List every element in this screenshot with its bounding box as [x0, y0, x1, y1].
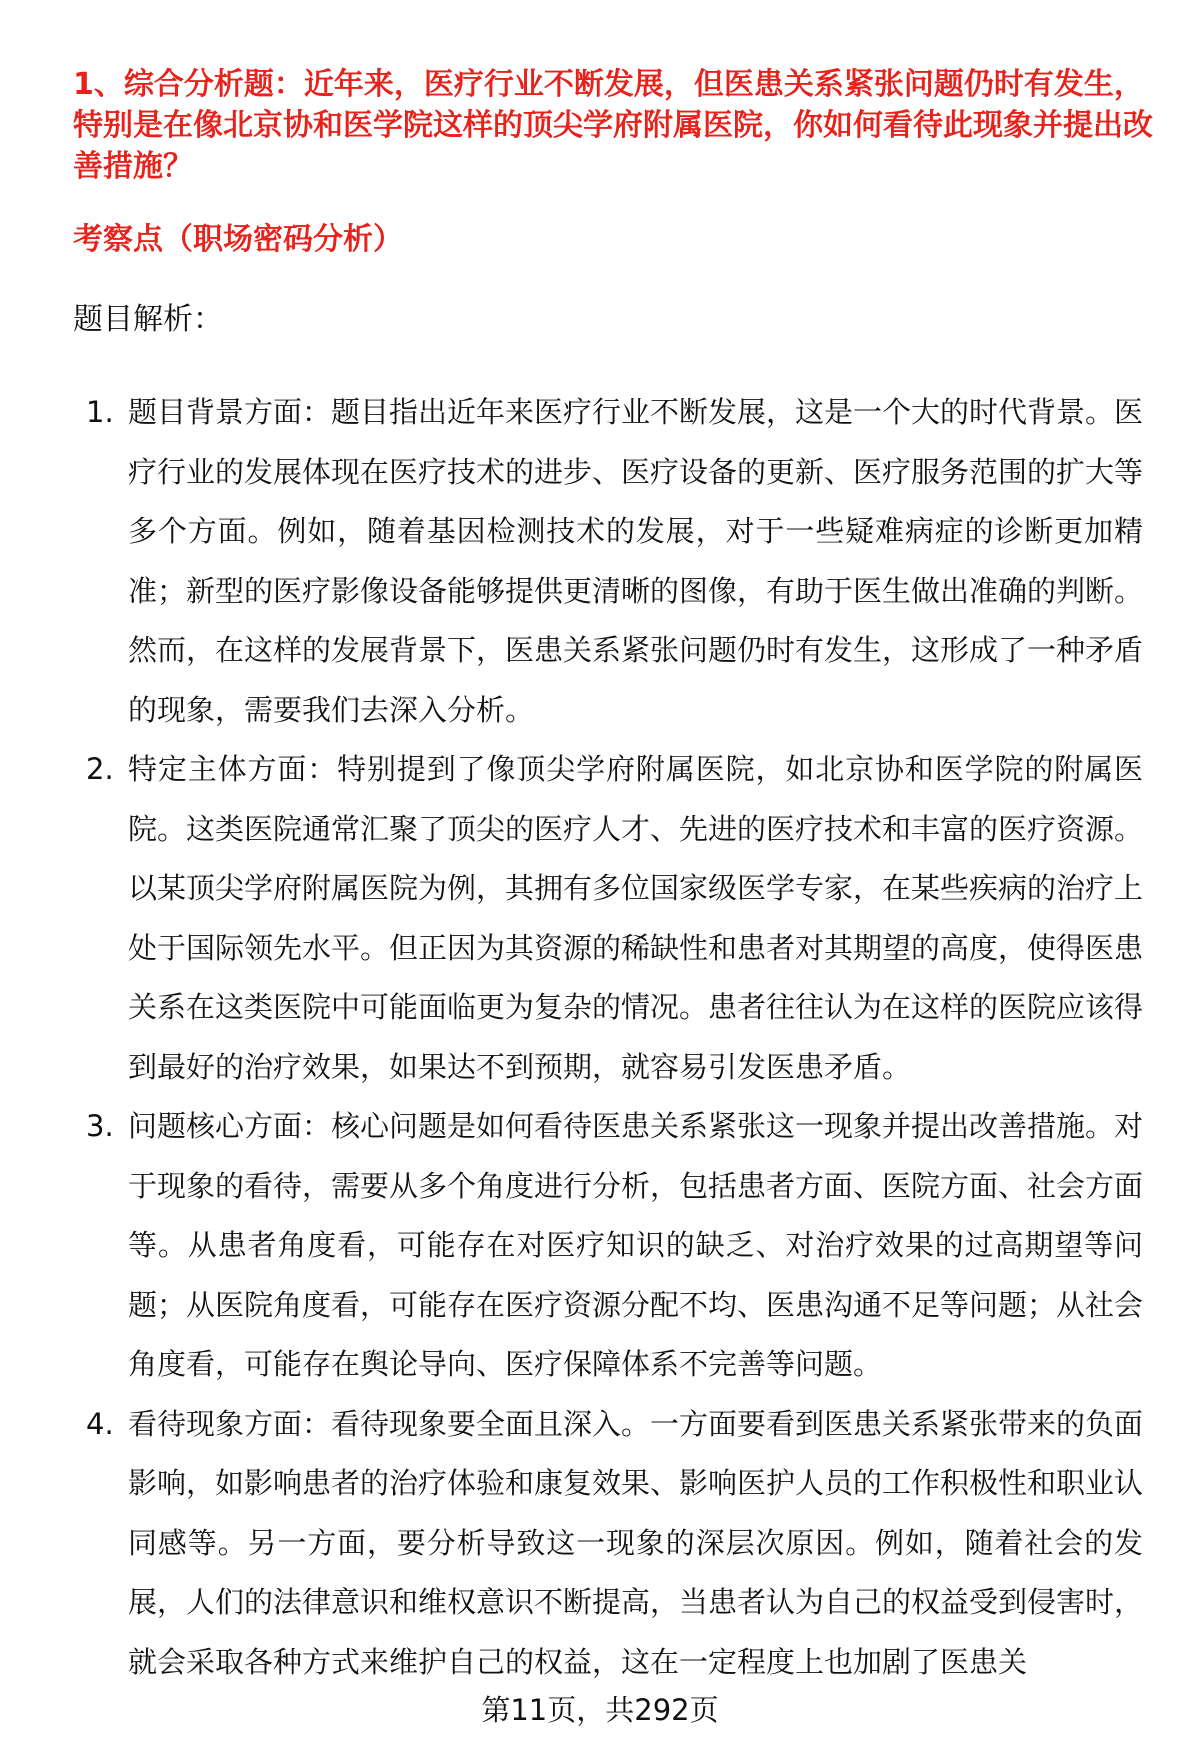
point-number: 4.: [86, 1406, 114, 1441]
point-text: 看待现象方面：看待现象要全面且深入。一方面要看到医患关系紧张带来的负面影响，如影响患者的治疗体验和康复效果、影响医护人员的工作积极性和职业认同感等。另一方面，要分析导致这一现象的深层次原因。例如，随着社会的发展，人们的法律意识和维权意识不断提高，当患者认为自己的权益受到侵害时，就会采取各种方式来维护自己的权益，这在一定程度上也加剧了医患关: [128, 1406, 1144, 1679]
page-number-footer: 第11页，共292页: [481, 1693, 719, 1727]
point-number: 1.: [86, 395, 114, 429]
analysis-label: 题目解析：: [73, 302, 223, 337]
analysis-point-1: [73, 383, 1143, 740]
section-title: 考察点（职场密码分析）: [73, 222, 403, 257]
analysis-point-3: [73, 1097, 1143, 1395]
point-number: 3.: [86, 1109, 114, 1143]
analysis-points-list: [73, 383, 1143, 1692]
analysis-point-4: [73, 1395, 1143, 1693]
point-number: 2.: [86, 752, 114, 786]
question-heading: 1、综合分析题：近年来，医疗行业不断发展，但医患关系紧张问题仍时有发生，特别是在像北京协和医学院这样的顶尖学府附属医院，你如何看待此现象并提出改善措施？: [73, 67, 1153, 184]
point-text: 题目背景方面：题目指出近年来医疗行业不断发展，这是一个大的时代背景。医疗行业的发展体现在医疗技术的进步、医疗设备的更新、医疗服务范围的扩大等多个方面。例如，随着基因检测技术的发展，对于一些疑难病症的诊断更加精准；新型的医疗影像设备能够提供更清晰的图像，有助于医生做出准确的判断。然而，在这样的发展背景下，医患关系紧张问题仍时有发生，这形成了一种矛盾的现象，需要我们去深入分析。: [128, 395, 1144, 727]
point-text: 特定主体方面：特别提到了像顶尖学府附属医院，如北京协和医学院的附属医院。这类医院通常汇聚了顶尖的医疗人才、先进的医疗技术和丰富的医疗资源。以某顶尖学府附属医院为例，其拥有多位国家级医学专家，在某些疾病的治疗上处于国际领先水平。但正因为其资源的稀缺性和患者对其期望的高度，使得医患关系在这类医院中可能面临更为复杂的情况。患者往往认为在这样的医院应该得到最好的治疗效果，如果达不到预期，就容易引发医患矛盾。: [128, 752, 1144, 1084]
point-text: 问题核心方面：核心问题是如何看待医患关系紧张这一现象并提出改善措施。对于现象的看待，需要从多个角度进行分析，包括患者方面、医院方面、社会方面等。从患者角度看，可能存在对医疗知识的缺乏、对治疗效果的过高期望等问题；从医院角度看，可能存在医疗资源分配不均、医患沟通不足等问题；从社会角度看，可能存在舆论导向、医疗保障体系不完善等问题。: [128, 1109, 1144, 1381]
analysis-point-2: [73, 740, 1143, 1097]
